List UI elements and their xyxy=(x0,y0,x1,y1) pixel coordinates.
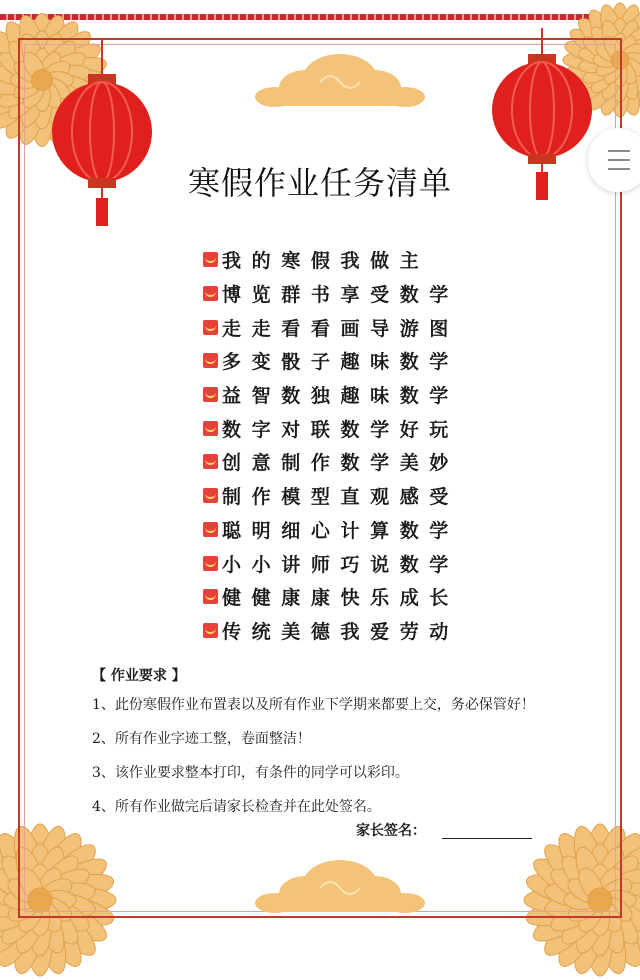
list-item: 博 览 群 书 享 受 数 学 xyxy=(203,277,450,311)
requirement-item: 4、所有作业做完后请家长检查并在此处签名。 xyxy=(92,799,381,815)
red-envelope-icon xyxy=(203,556,218,571)
red-envelope-icon xyxy=(203,421,218,436)
list-item: 小 小 讲 师 巧 说 数 学 xyxy=(203,546,450,580)
list-item: 传 统 美 德 我 爱 劳 动 xyxy=(203,614,450,648)
requirements-heading: 【 作业要求 】 xyxy=(92,668,186,684)
red-envelope-icon xyxy=(203,522,218,537)
list-item: 我 的 寒 假 我 做 主 xyxy=(203,243,450,277)
signature-label: 家长签名： xyxy=(356,823,426,839)
page-title: 寒假作业任务清单 xyxy=(187,164,452,202)
list-item: 创 意 制 作 数 学 美 妙 xyxy=(203,445,450,479)
list-item: 健 健 康 康 快 乐 成 长 xyxy=(203,580,450,614)
list-item: 走 走 看 看 画 导 游 图 xyxy=(203,310,450,344)
task-list xyxy=(203,243,450,647)
list-item: 多 变 骰 子 趣 味 数 学 xyxy=(203,344,450,378)
list-item: 聪 明 细 心 计 算 数 学 xyxy=(203,513,450,547)
cloud-icon xyxy=(250,42,430,112)
red-envelope-icon xyxy=(203,488,218,503)
red-envelope-icon xyxy=(203,353,218,368)
signature-line[interactable] xyxy=(442,824,532,839)
requirement-item: 1、此份寒假作业布置表以及所有作业下学期来都要上交，务必保管好！ xyxy=(92,697,535,713)
list-item: 数 字 对 联 数 学 好 玩 xyxy=(203,411,450,445)
red-envelope-icon xyxy=(203,286,218,301)
requirement-item: 2、所有作业字迹工整，卷面整洁！ xyxy=(92,731,311,747)
red-envelope-icon xyxy=(203,320,218,335)
menu-icon xyxy=(608,150,630,152)
parent-signature xyxy=(356,820,532,840)
red-envelope-icon xyxy=(203,589,218,604)
list-item: 益 智 数 独 趣 味 数 学 xyxy=(203,378,450,412)
red-envelope-icon xyxy=(203,623,218,638)
red-envelope-icon xyxy=(203,387,218,402)
requirement-item: 3、该作业要求整本打印，有条件的同学可以彩印。 xyxy=(92,765,409,781)
red-envelope-icon xyxy=(203,454,218,469)
cloud-icon xyxy=(250,848,430,918)
red-envelope-icon xyxy=(203,252,218,267)
list-item: 制 作 模 型 直 观 感 受 xyxy=(203,479,450,513)
